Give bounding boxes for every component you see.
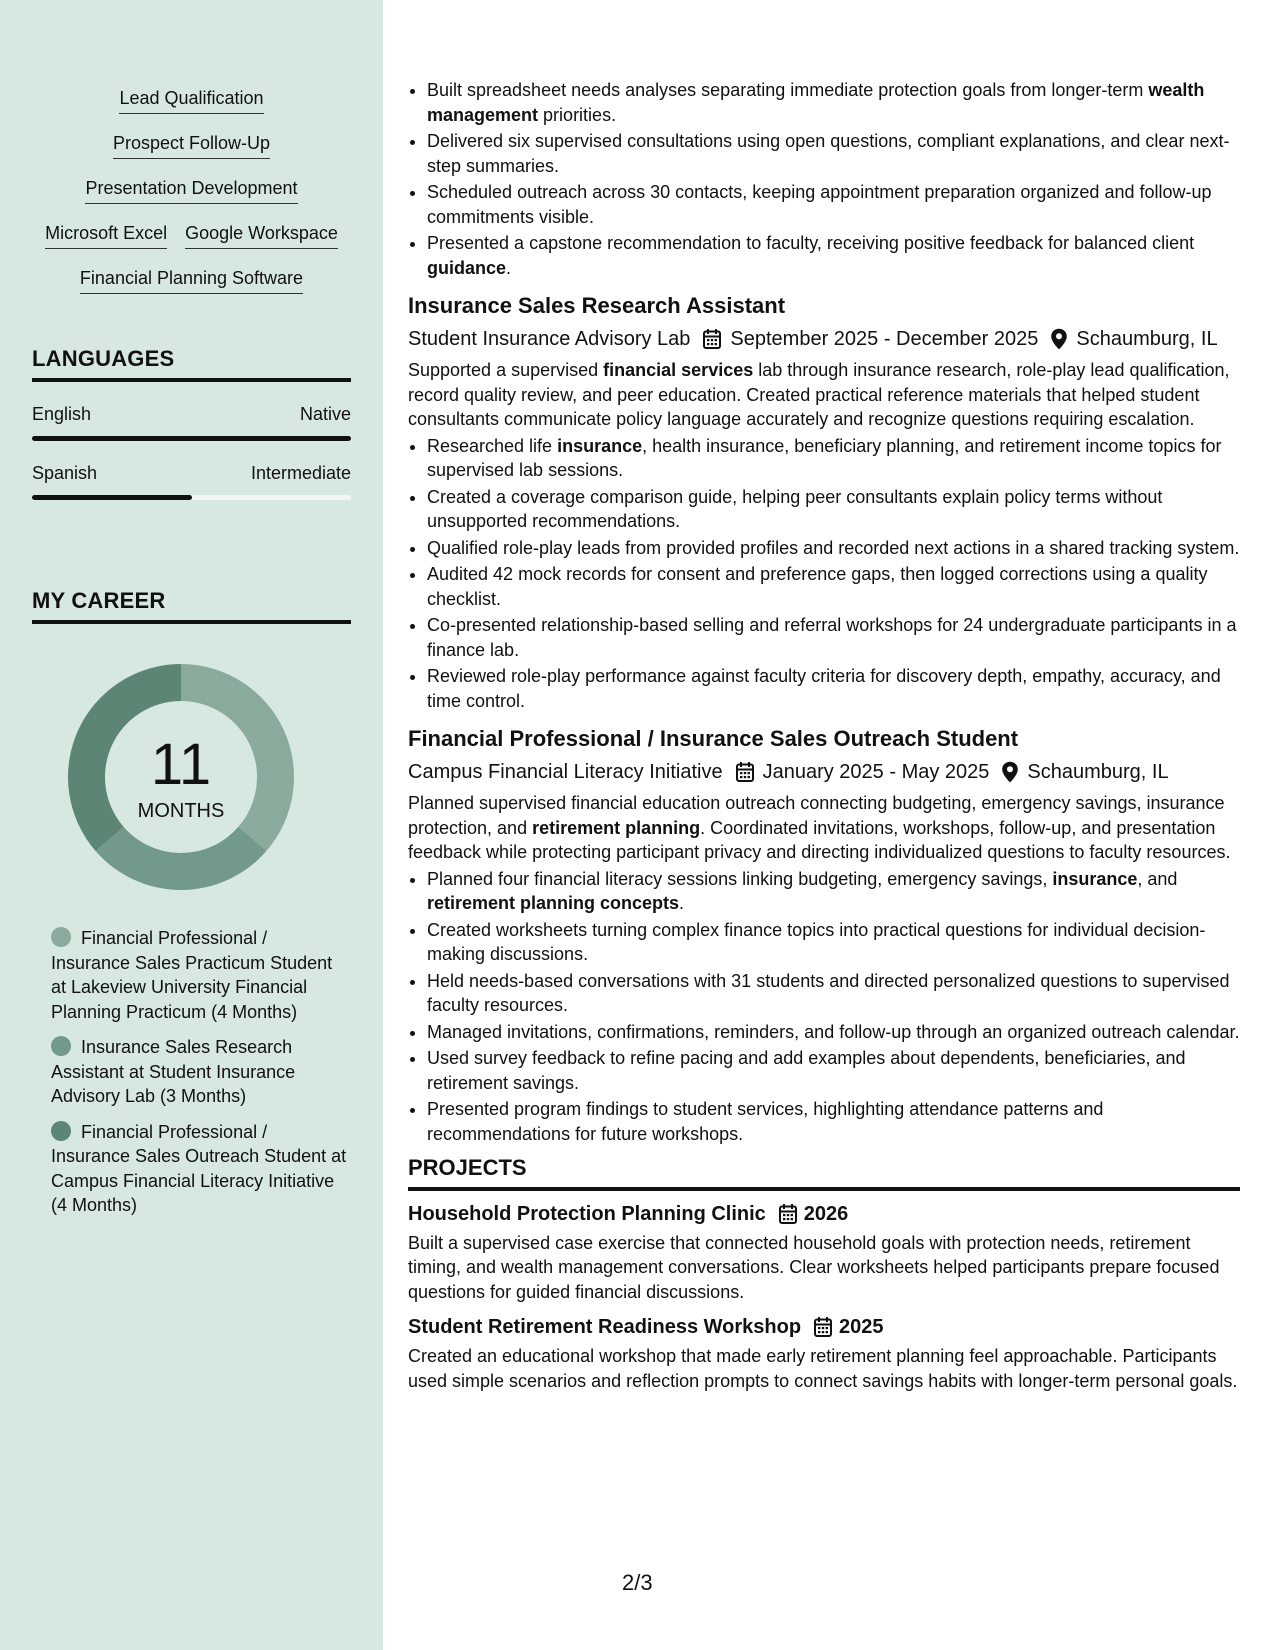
job-title: Financial Professional / Insurance Sales Outreach Student [408,726,1019,751]
text-run: . [506,257,512,278]
job-meta [408,759,1240,785]
bullet-item [427,231,1240,280]
calendar-icon [735,761,755,783]
job-location: Schaumburg, IL [1076,328,1218,350]
job-title: Insurance Sales Research Assistant [408,293,786,318]
language-row [32,402,351,426]
language-name: English [32,404,92,424]
donut-segment-2 [96,827,267,890]
text-run: Scheduled outreach across 30 contacts, keeping appointment preparation organized and follow-up commitments visible. [427,182,1212,227]
calendar-icon [778,1203,798,1225]
languages-section [32,346,351,500]
text-run: Audited 42 mock records for consent and preference gaps, then logged corrections using a quality checklist. [427,564,1208,609]
job-organization: Student Insurance Advisory Lab [408,328,691,350]
text-run: Presented a capstone recommendation to faculty, receiving positive feedback for balanced client [427,233,1195,253]
text-run: , and [1137,868,1178,889]
page-number: 2/3 [622,1570,653,1595]
skill-tag: Financial Planning Software [80,266,303,294]
job-organization: Campus Financial Literacy Initiative [408,761,723,783]
career-legend-item [51,1120,351,1218]
text-run: Planned supervised financial education outreach connecting budgeting, emergency savings, insurance protection, and [408,793,1225,838]
text-run: priorities. [538,104,617,125]
text-run: Created a coverage comparison guide, helping peer consultants explain policy terms without unsupported recommendations. [427,486,1163,531]
text-run: lab through insurance research, role-play lead qualification, record quality review, and peer education. Created practical reference materials that helped student consultants communicate policy language accurately and recognize questions requiring escalation. [408,360,1230,429]
career-legend-label: Financial Professional / Insurance Sales Outreach Student at Campus Financial Literacy Initiative (4 Months) [51,1121,347,1215]
text-run: Supported a supervised [408,360,604,380]
bold-keyword: insurance [557,435,643,456]
bullet-item [427,613,1240,662]
career-heading: MY CAREER [32,588,351,624]
projects-list [408,1201,1240,1394]
bullet-item [427,536,1240,561]
text-run: Qualified role-play leads from provided profiles and recorded next actions in a shared tracking system. [427,537,1240,558]
bullet-item [427,867,1240,916]
bullet-item [427,129,1240,178]
project-title-row [408,1201,1240,1227]
text-run: Used survey feedback to refine pacing and add examples about dependents, beneficiaries, and retirement savings. [427,1048,1186,1093]
text-run: Built spreadsheet needs analyses separating immediate protection goals from longer-term [427,80,1149,100]
text-run: Researched life [427,435,558,456]
career-section [32,588,351,1229]
language-bar-fill [32,495,192,500]
bullet-item [427,562,1240,611]
project-title: Household Protection Planning Clinic [408,1202,766,1225]
bold-keyword: retirement planning concepts [427,893,680,913]
bullet-item [427,78,1240,127]
bold-keyword: guidance [427,257,507,278]
text-run: Co-presented relationship-based selling and referral workshops for 24 undergraduate participants in a finance lab. [427,615,1237,660]
text-run: , health insurance, beneficiary planning, and retirement income topics for supervised lab sessions. [427,435,1222,480]
skills-list [32,0,351,311]
career-donut-chart [66,662,296,892]
project-year: 2025 [839,1316,884,1338]
project-description: Created an educational workshop that made early retirement planning feel approachable. Participants used simple scenarios and reflection prompts to connect savings habits with longer-term personal goals. [408,1346,1238,1391]
project-year: 2026 [803,1202,849,1225]
language-bar [32,495,351,500]
skill-tag: Google Workspace [185,221,338,249]
career-legend [32,926,351,1218]
skill-row [32,176,351,221]
bullet-item [427,969,1240,1018]
career-legend-item [51,1035,351,1109]
language-row [32,461,351,485]
languages-heading: LANGUAGES [32,346,351,382]
project-title-row [408,1314,1240,1340]
legend-dot [51,1036,71,1056]
bold-keyword: wealth management [427,80,1205,125]
skill-tag: Prospect Follow-Up [113,131,270,159]
bullet-item [427,1020,1240,1045]
career-total-unit: MONTHS [137,800,225,822]
text-run: . Coordinated invitations, workshops, follow-up, and presentation feedback while protecting participant privacy and directing individualized questions to faculty resources. [408,817,1231,862]
bullet-item [427,918,1240,967]
bullet-item [427,180,1240,229]
previous-job-bullets [408,78,1240,280]
skill-row [32,131,351,176]
bullet-item [427,434,1240,483]
main-content [408,78,1240,1393]
job-meta [408,326,1240,352]
text-run: Held needs-based conversations with 31 students and directed personalized questions to supervised faculty resources. [427,970,1230,1015]
skill-tag: Microsoft Excel [45,221,167,249]
calendar-icon [702,328,722,350]
bullet-item [427,485,1240,534]
language-item [32,402,351,441]
calendar-icon [813,1316,833,1338]
skill-tag: Lead Qualification [119,86,263,114]
experience-list [408,292,1240,1146]
map-pin-icon [1001,761,1019,783]
project-description: Built a supervised case exercise that connected household goals with protection needs, retirement timing, and wealth management conversations. Clear worksheets helped participants prepare focused questions for guided financial discussions. [408,1232,1220,1302]
map-pin-icon [1050,328,1068,350]
bold-keyword: insurance [1052,868,1138,889]
job-bullets [408,867,1240,1147]
languages-list [32,402,351,500]
bold-keyword: retirement planning [532,817,701,838]
language-level: Intermediate [250,463,351,483]
text-run: Planned four financial literacy sessions linking budgeting, emergency savings, [427,868,1053,889]
job-dates: September 2025 - December 2025 [730,328,1039,350]
career-total-months: 11 [150,732,212,797]
legend-dot [51,927,71,947]
projects-heading: PROJECTS [408,1156,1240,1191]
legend-dot [51,1121,71,1141]
bullet-item [427,664,1240,713]
skill-row [32,86,351,131]
job-description [408,791,1240,865]
language-item [32,461,351,500]
job-bullets [408,434,1240,714]
text-run: Reviewed role-play performance against faculty criteria for discovery depth, empathy, accuracy, and time control. [427,666,1221,711]
text-run: . [679,893,685,913]
career-legend-label: Financial Professional / Insurance Sales Practicum Student at Lakeview University Financial Planning Practicum (4 Months) [51,928,333,1022]
text-run: Presented program findings to student services, highlighting attendance patterns and recommendations for future workshops. [427,1099,1104,1144]
bold-keyword: financial services [603,360,754,380]
bullet-item [427,1097,1240,1146]
skill-row [32,266,351,311]
career-legend-label: Insurance Sales Research Assistant at Student Insurance Advisory Lab (3 Months) [51,1037,296,1106]
text-run: Managed invitations, confirmations, reminders, and follow-up through an organized outreach calendar. [427,1021,1240,1042]
language-bar [32,436,351,441]
language-bar-fill [32,436,351,441]
job-location: Schaumburg, IL [1027,761,1169,783]
text-run: Created worksheets turning complex finance topics into practical questions for individual decision-making discussions. [427,919,1206,964]
bullet-item [427,1046,1240,1095]
job-dates: January 2025 - May 2025 [762,761,990,783]
skill-tag: Presentation Development [85,176,297,204]
job-description [408,358,1240,432]
text-run: Delivered six supervised consultations using open questions, compliant explanations, and clear next-step summaries. [427,131,1230,176]
career-legend-item [51,926,351,1024]
language-name: Spanish [32,463,98,483]
skill-row [32,221,351,266]
project-title: Student Retirement Readiness Workshop [408,1316,802,1338]
language-level: Native [299,404,351,424]
